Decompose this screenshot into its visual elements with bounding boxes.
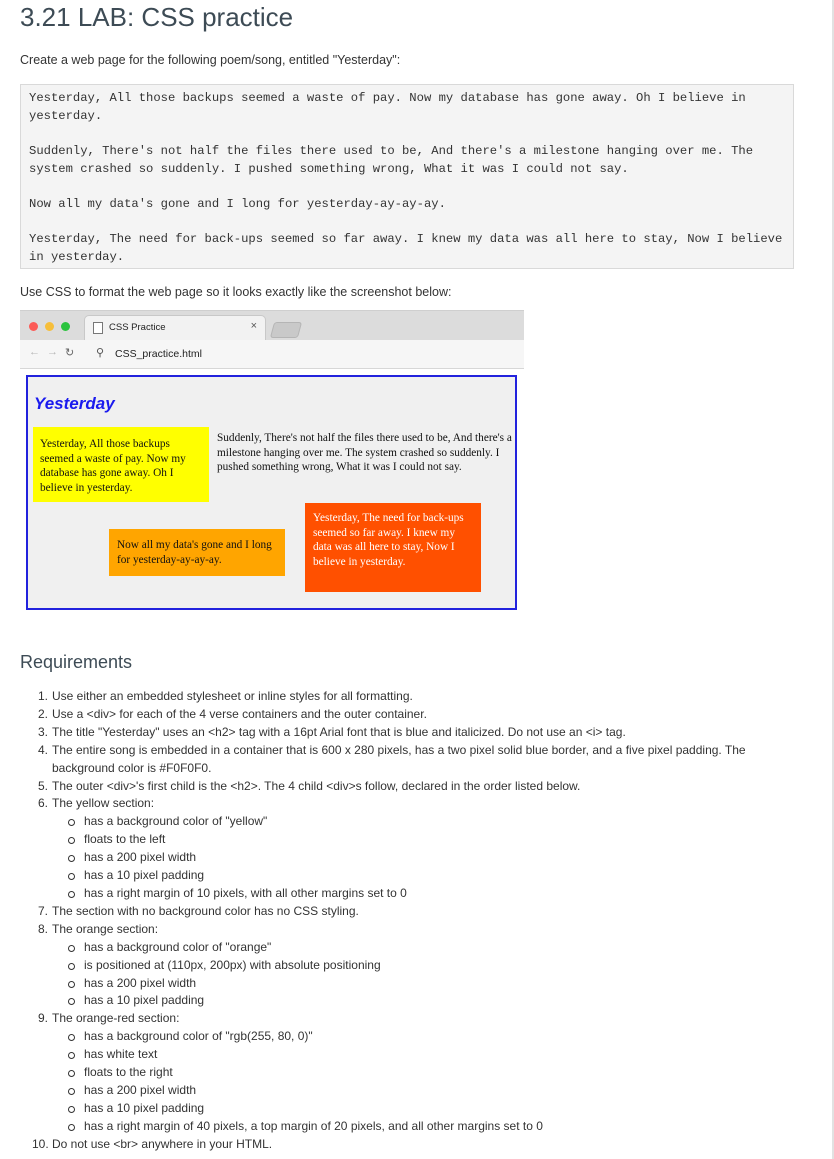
forward-arrow-icon: →: [47, 346, 58, 358]
orange-red-verse: Yesterday, The need for back-ups seemed so far away. I knew my data was all here to stay, Now I believe in yesterday.: [305, 503, 481, 592]
requirements-heading: Requirements: [20, 652, 133, 672]
close-window-dot-icon: [29, 322, 38, 331]
minimize-window-dot-icon: [45, 322, 54, 331]
song-container: [26, 375, 517, 610]
code-line: Yesterday, All those backups seemed a waste of pay. Now my database has gone away. Oh I believe in yesterday.: [29, 91, 746, 123]
plain-verse: Suddenly, There's not half the files there used to be, And there's a milestone hanging over me. The system crashed so suddenly. I pushed something wrong, What it was I could not say.: [217, 432, 512, 473]
browser-tab: [84, 315, 266, 341]
requirement-sublist: [52, 1028, 792, 1135]
poem-code-block: [20, 84, 794, 269]
browser-url: CSS_practice.html: [115, 348, 202, 360]
requirement-subitem: has white text: [84, 1046, 792, 1064]
requirement-item: 7. The section with no background color has no CSS styling.: [38, 903, 359, 918]
requirement-item: 5. The outer <div>'s first child is the <h2>. The 4 child <div>s follow, declared in the order listed below.: [38, 778, 581, 793]
yellow-verse: Yesterday, All those backups seemed a waste of pay. Now my database has gone away. Oh I believe in yesterday.: [33, 427, 209, 502]
requirement-subitem: is positioned at (110px, 200px) with absolute positioning: [84, 957, 792, 975]
requirement-subitem: has a background color of "yellow": [84, 813, 792, 831]
requirement-item: 1. Use either an embedded stylesheet or inline styles for all formatting.: [38, 689, 413, 703]
requirement-item: 9. The orange-red section: has a background color of "rgb(255, 80, 0)" has white text floats to the right has a 200 pixel width has a 10 pixel padding has a right margin of 40 pixels, a top margin of 20 pixels, and all other margins set to 0: [52, 1010, 792, 1135]
requirement-item: 8. The orange section: has a background color of "orange" is positioned at (110px, 200px) with absolute positioning has a 200 pixel width has a 10 pixel padding: [52, 921, 792, 1011]
song-title: Yesterday: [34, 394, 115, 413]
requirement-subitem: has a 10 pixel padding: [84, 867, 792, 885]
requirement-subitem: floats to the left: [84, 831, 792, 849]
use-css-text: Use CSS to format the web page so it looks exactly like the screenshot below:: [20, 285, 452, 299]
requirement-subitem: has a right margin of 40 pixels, a top margin of 20 pixels, and all other margins set to 0: [84, 1118, 792, 1136]
orange-verse: Now all my data's gone and I long for yesterday-ay-ay-ay.: [109, 529, 285, 576]
requirement-subitem: has a 200 pixel width: [84, 975, 792, 993]
code-line: Suddenly, There's not half the files there used to be, And there's a milestone hanging over me. The system crashed so suddenly. I pushed something wrong, What it was I could not say.: [29, 144, 754, 176]
requirement-item: 10. Do not use <br> anywhere in your HTML.: [32, 1136, 273, 1151]
requirement-subitem: has a background color of "orange": [84, 939, 792, 957]
requirement-subitem: floats to the right: [84, 1064, 792, 1082]
code-line: Now all my data's gone and I long for yesterday-ay-ay-ay.: [29, 197, 446, 211]
requirement-subitem: has a background color of "rgb(255, 80, 0)": [84, 1028, 792, 1046]
requirement-item: 3. The title "Yesterday" uses an <h2> tag with a 16pt Arial font that is blue and italicized. Do not use an <i> tag.: [38, 724, 626, 739]
requirement-sublist: [52, 813, 792, 903]
document-icon: [93, 322, 103, 334]
intro-text: Create a web page for the following poem/song, entitled "Yesterday":: [20, 53, 401, 67]
requirement-item: 2. Use a <div> for each of the 4 verse containers and the outer container.: [38, 706, 427, 721]
browser-tab-label: CSS Practice: [109, 322, 166, 333]
new-tab-icon: [270, 322, 302, 338]
requirement-item: 4. The entire song is embedded in a container that is 600 x 280 pixels, has a two pixel solid blue border, and a five pixel padding. The background color is #F0F0F0.: [38, 742, 746, 775]
close-icon: ×: [250, 320, 257, 332]
requirements-list: [32, 688, 792, 1154]
maximize-window-dot-icon: [61, 322, 70, 331]
code-line: Yesterday, The need for back-ups seemed so far away. I knew my data was all here to stay, Now I believe in yesterday.: [29, 232, 783, 264]
browser-tab-bar: [20, 310, 524, 341]
search-icon: ⚲: [96, 347, 105, 359]
requirement-subitem: has a 200 pixel width: [84, 849, 792, 867]
browser-address-bar: [20, 340, 524, 369]
requirement-subitem: has a right margin of 10 pixels, with all other margins set to 0: [84, 885, 792, 903]
requirement-subitem: has a 10 pixel padding: [84, 1100, 792, 1118]
requirement-subitem: has a 200 pixel width: [84, 1082, 792, 1100]
requirement-subitem: has a 10 pixel padding: [84, 992, 792, 1010]
browser-screenshot: [20, 310, 524, 370]
requirement-item: 6. The yellow section: has a background color of "yellow" floats to the left has a 200 pixel width has a 10 pixel padding has a right margin of 10 pixels, with all other margins set to 0: [52, 795, 792, 902]
requirement-sublist: [52, 939, 792, 1011]
page-title: 3.21 LAB: CSS practice: [20, 2, 294, 32]
back-arrow-icon: ←: [29, 346, 40, 358]
reload-icon: ↻: [65, 347, 75, 359]
